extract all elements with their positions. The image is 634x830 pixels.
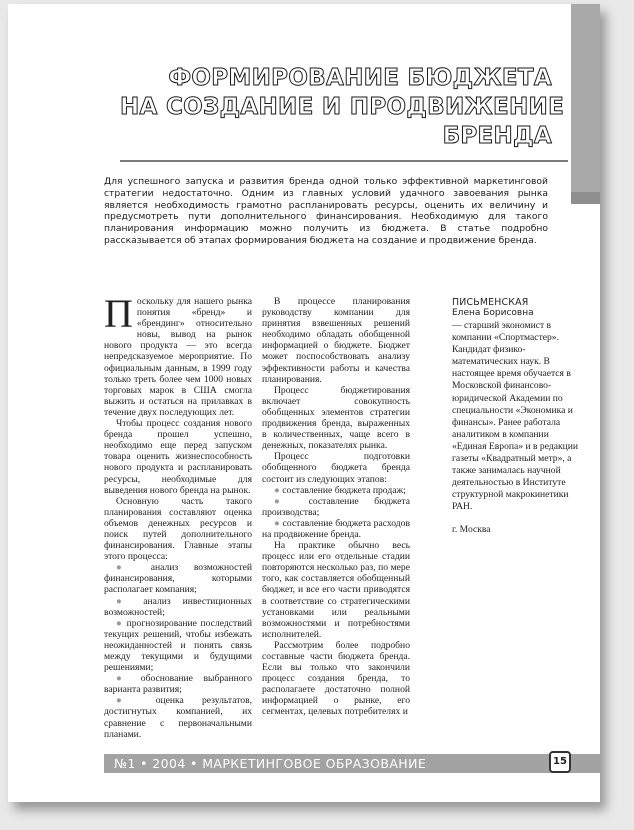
paragraph: Чтобы процесс создания нового бренда прошел успешно, необходимо еще перед запуском товара оценить жизнеспособность нового продукта и распланировать ресурсы, необходимые для выведения нового бренда на рынок. [104,418,252,496]
paragraph: В процессе планирования руководству компании для принятия взвешенных решений необходимо обладать обобщенной информацией о бюджете. Бюджет может поспособствовать анализу эффективности работы и качества планирования. [262,296,410,385]
author-city: г. Москва [452,523,491,535]
list-item [104,596,252,618]
list-item-text: оценка результатов, достигнутых компанией, их сравнение с первоначальными планами. [104,695,252,740]
paragraph: Процесс бюджетирования включает совокупность обобщенных элементов стратегии продвижения бренда, выраженных в количественных, чаще всего в денежных, показателях рынка. [262,384,410,452]
lead-paragraph: Для успешного запуска и развития бренда одной только эффективной маркетинговой стратегии недостаточно. Одним из главных условий удачного завоевания рынка является необходимость грамотно распланировать ресурсы, оценить их величину и предусмотреть пути дополнительного финансирования. Необходимую для такого планирования информацию можно получить из бюджета. В статье подробно рассказывается об этапах формирования бюджета на создание и продвижение бренда. [104,176,548,246]
author-name: Елена Борисовна [452,308,534,318]
list-item [104,618,252,673]
list-item [104,673,252,695]
paragraph: Рассмотрим более подробно составные части бюджета бренда. Если вы только что закончили процесс создания бренда, то располагаете достаточно полной информацией о рынке, его сегментах, целевых потребителях и [262,639,410,718]
bullet-icon: ● [116,695,138,707]
author-bio: — старший экономист в компании «Спортмастер». Кандидат физико-математических наук. В настоящее время обучается в Московской финансово-юридической Академии по специальности «Экономика и финансы». Ранее работала аналитиком в компании «Единая Европа» и в редакции газеты «Квадратный метр», а также занималась научной деятельностью в Институте структурной макрокинетики РАН. [452,320,579,513]
list-item-text: составление бюджета производства; [262,495,411,518]
list-item-text: анализ возможностей финансирования, которыми располагает компания; [104,562,253,596]
paragraph [104,291,252,418]
bullet-icon: ● [116,673,131,685]
article-title [120,64,565,151]
paragraph: Процесс подготовки обобщенного бюджета бренда состоит из следующих этапов: [262,451,410,485]
bullet-icon: ● [274,484,280,496]
title-line: БРЕНДА [442,123,552,149]
side-tab [571,4,600,194]
author-box [452,297,580,536]
drop-cap: П [104,291,133,336]
paragraph-text: оскольку для нашего рынка понятия «бренд» и «брендинг» относительно новы, вывод на рынок нового продукта — это всегда непредсказуемое мероприятие. По официальным данным, в 1999 году только треть более чем 1000 новых торговых марок в США смогла выжить и остаться на прилавках в течение двух последующих лет. [104,296,252,418]
title-rule [120,160,568,162]
bullet-icon: ● [116,562,136,574]
list-item-text: прогнозирование последствий текущих решений, чтобы избежать неожиданностей и понять связь между текущими и будущими решениями; [104,617,252,674]
column-1 [104,291,253,740]
title-line: ФОРМИРОВАНИЕ БЮДЖЕТА [168,65,552,91]
paragraph: Основную часть такого планирования составляют оценка объемов денежных ресурсов и поиск путей дополнительного финансирования. Главные этапы этого процесса: [104,495,252,563]
bullet-icon: ● [274,495,293,507]
list-item [262,485,410,496]
bullet-icon: ● [116,617,123,629]
author-surname: ПИСЬМЕНСКАЯ [452,297,529,308]
paragraph: На практике обычно весь процесс или его отдельные стадии повторяются несколько раз, по мере того, как составляется обобщенный бюджет, и все его части приводятся в соответствие со стратегическими установками или реальными возможностями и потребностями исполнителей. [262,540,410,640]
column-2 [262,296,410,718]
list-item-text: составление бюджета расходов на продвижение бренда. [262,517,410,540]
list-item-text: составление бюджета продаж; [282,484,406,496]
footer-text: №1 • 2004 • МАРКЕТИНГОВОЕ ОБРАЗОВАНИЕ [114,756,427,771]
list-item [104,695,252,739]
list-item [262,518,410,540]
bullet-icon: ● [274,517,280,529]
list-item-text: анализ инвестиционных возможностей; [104,595,252,618]
list-item [104,562,252,595]
footer-bar [104,754,600,773]
bullet-icon: ● [116,595,132,607]
list-item [262,496,410,518]
list-item-text: обоснование выбранного варианта развития; [104,673,253,696]
page-number: 15 [549,751,571,773]
title-line: НА СОЗДАНИЕ И ПРОДВИЖЕНИЕ [120,94,565,120]
